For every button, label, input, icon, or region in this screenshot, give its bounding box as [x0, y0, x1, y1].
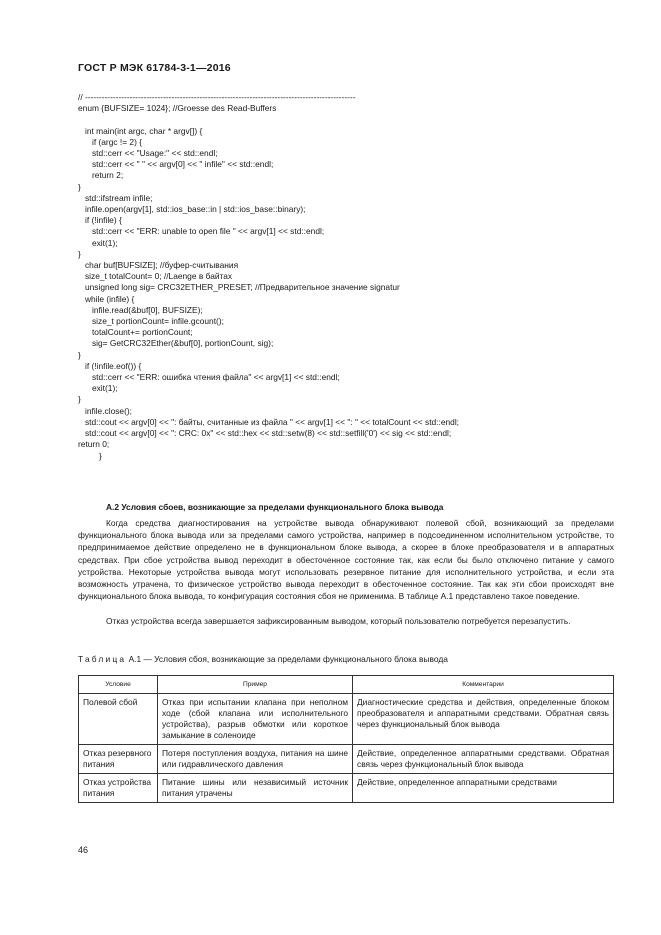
section-title: А.2 Условия сбоев, возникающие за пределами функционального блока вывода — [106, 502, 444, 512]
section-paragraph-1: Когда средства диагностирования на устройстве вывода обнаруживают полевой сбой, возникающий за пределами функционального блока вывода или за пределами самого устройства, например в подсоединенном исполнительном устройстве, то предпринимаемое действие определено не в функциональном блоке вывода, а скорее в блоке преобразователя и в аппаратных средствах. При сбое устройства вывод переходит в обесточенное состояние так, как если бы было отключено питание у самого устройства. Некоторые устройства вывода могут использовать резервное питание для исполнительного устройства, и если эта возможность утрачена, то физическое устройство вывода переходит в обесточенное состояние. Так как эти сбои происходят вне функционального блока вывода, то конфигурация состояния сбоя не применима. В таблице А.1 представлено такое поведение. — [78, 518, 614, 602]
code-line: } — [78, 394, 81, 405]
code-line: sig= GetCRC32Ether(&buf[0], portionCount, sig); — [78, 338, 274, 349]
standard-header: ГОСТ Р МЭК 61784-3-1—2016 — [78, 62, 231, 74]
code-line: int main(int argc, char * argv[]) { — [78, 125, 203, 136]
section-paragraph-2: Отказ устройства всегда завершается зафиксированным выводом, который пользователю потребуется перезапустить. — [106, 616, 571, 626]
code-line: } — [78, 450, 102, 461]
table-row — [79, 745, 614, 774]
code-listing — [78, 92, 459, 462]
cell-example: Отказ при испытании клапана при неполном ходе (сбой клапана или исполнительного устройства), разрыв обмотки или короткое замыкание в соленоиде — [158, 694, 353, 745]
table-row — [79, 774, 614, 803]
code-line: return 2; — [78, 170, 124, 181]
cell-example: Питание шины или независимый источник питания утрачены — [158, 774, 353, 803]
code-line: } — [78, 248, 81, 259]
cell-condition: Отказ резервного питания — [79, 745, 158, 774]
table-caption-text: А.1 — Условия сбоя, возникающие за пределами функционального блока вывода — [128, 654, 448, 664]
cell-comment: Действие, определенное аппаратными средствами. Обратная связь через функциональный блок вывода — [353, 745, 614, 774]
code-line: std::cout << argv[0] << ": CRC: 0x" << std::hex << std::setw(8) << std::setfill('0') << sig << std::endl; — [78, 428, 452, 439]
code-line: std::cerr << "ERR: ошибка чтения файла" << argv[1] << std::endl; — [78, 372, 340, 383]
code-line: infile.open(argv[1], std::ios_base::in | std::ios_base::binary); — [78, 204, 306, 215]
code-line: size_t portionCount= infile.gcount(); — [78, 316, 224, 327]
header-example: Пример — [158, 676, 353, 694]
code-line: size_t totalCount= 0; //Laenge в байтах — [78, 271, 233, 282]
code-line: if (!infile.eof()) { — [78, 360, 142, 371]
code-line: if (!infile) { — [78, 215, 122, 226]
code-line: return 0; — [78, 439, 110, 450]
cell-condition: Полевой сбой — [79, 694, 158, 745]
code-line: unsigned long sig= CRC32ETHER_PRESET; //Предварительное значение signatur — [78, 282, 400, 293]
cell-comment: Действие, определенное аппаратными средствами — [353, 774, 614, 803]
header-condition: Условие — [79, 676, 158, 694]
table-caption-prefix: Таблица — [78, 654, 127, 664]
code-line: exit(1); — [78, 237, 118, 248]
code-line: std::cout << argv[0] << ": байты, считанные из файла " << argv[1] << ": " << totalCount << std::endl; — [78, 416, 460, 427]
cell-condition: Отказ устройства питания — [79, 774, 158, 803]
code-line: while (infile) { — [78, 293, 135, 304]
page-number: 46 — [78, 845, 89, 855]
table-header-row — [79, 676, 614, 694]
code-line: } — [78, 181, 81, 192]
code-line: std::ifstream infile; — [78, 192, 153, 203]
failure-conditions-table — [78, 675, 614, 803]
code-line: // ------------------------------------------------------------------------------------------------- — [78, 92, 356, 102]
code-line: std::cerr << "Usage:" << std::endl; — [78, 148, 218, 159]
header-comment: Комментарии — [353, 676, 614, 694]
cell-comment: Диагностические средства и действия, определенные блоком преобразователя и аппаратными средствами. Обратная связь через функциональный блок вывода — [353, 694, 614, 745]
code-line: std::cerr << " " << argv[0] << " infile" << std::endl; — [78, 159, 274, 170]
code-line: infile.close(); — [78, 405, 132, 416]
code-line: totalCount+= portionCount; — [78, 327, 193, 338]
cell-example: Потеря поступления воздуха, питания на шине или гидравлического давления — [158, 745, 353, 774]
code-line: char buf[BUFSIZE]; //буфер-считывания — [78, 260, 239, 271]
code-line: enum {BUFSIZE= 1024}; //Groesse des Read-Buffers — [78, 103, 277, 114]
code-line: infile.read(&buf[0], BUFSIZE); — [78, 304, 203, 315]
table-row — [79, 694, 614, 745]
code-line: exit(1); — [78, 383, 118, 394]
code-line: std::cerr << "ERR: unable to open file " << argv[1] << std::endl; — [78, 226, 325, 237]
code-line: } — [78, 349, 81, 360]
table-caption — [78, 654, 448, 664]
code-line: if (argc != 2) { — [78, 136, 142, 147]
